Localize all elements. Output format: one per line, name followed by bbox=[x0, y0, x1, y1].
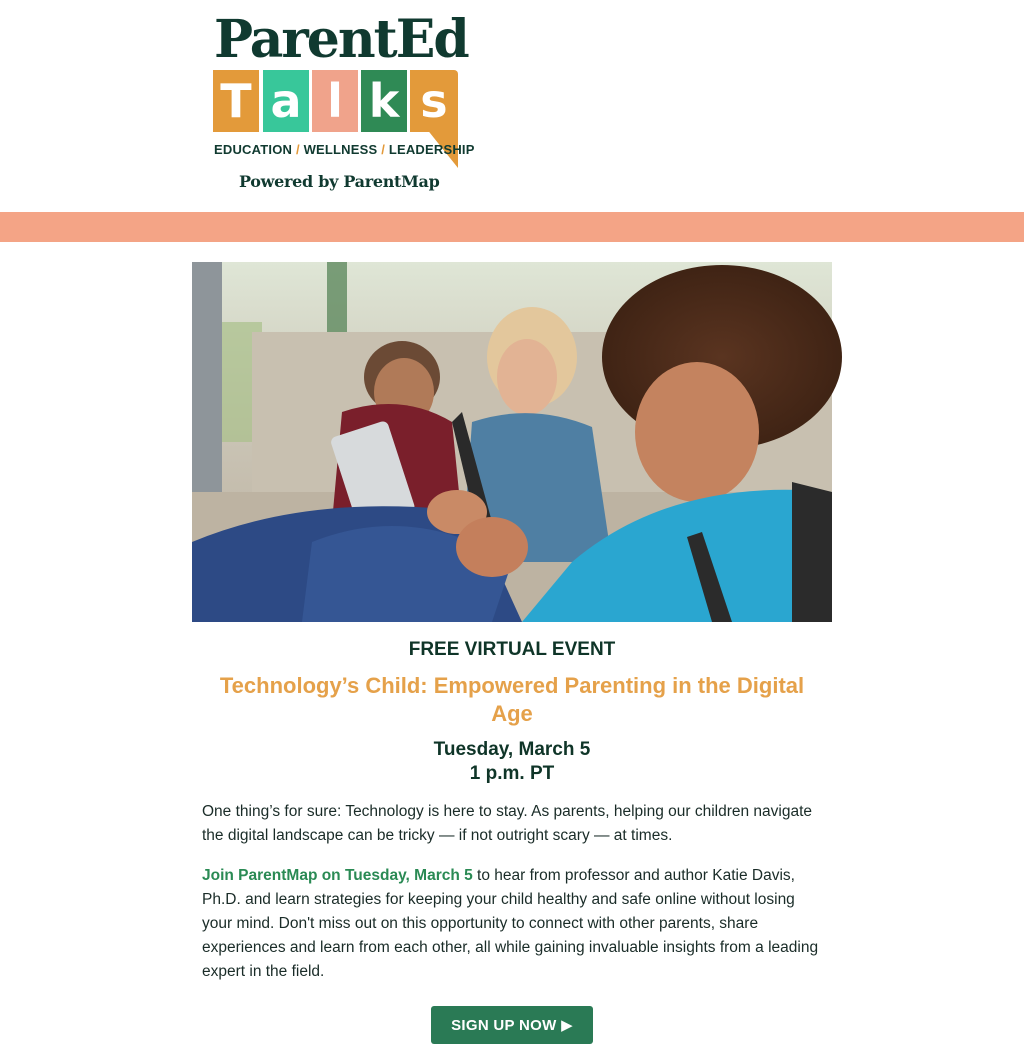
tagline-leadership: LEADERSHIP bbox=[388, 142, 475, 157]
tagline-education: EDUCATION bbox=[214, 142, 293, 157]
logo-tagline bbox=[214, 142, 475, 157]
sign-up-button[interactable]: SIGN UP NOW ▶ bbox=[431, 1006, 593, 1044]
join-link[interactable]: Join ParentMap on Tuesday, March 5 bbox=[202, 867, 473, 884]
header-band bbox=[0, 212, 1024, 242]
event-time: 1 p.m. PT bbox=[469, 763, 555, 784]
logo-tile-l: l bbox=[312, 70, 358, 132]
main-content bbox=[192, 622, 832, 1044]
event-title[interactable]: Technology’s Child: Empowered Parenting in the Digital Age bbox=[219, 673, 805, 726]
parented-talks-logo[interactable] bbox=[200, 8, 475, 204]
logo-tile-a: a bbox=[263, 70, 309, 132]
children-with-devices-photo-icon bbox=[192, 262, 832, 622]
hero-image[interactable] bbox=[192, 262, 832, 622]
tagline-separator: / bbox=[381, 142, 386, 157]
tagline-separator: / bbox=[295, 142, 300, 157]
details-text: to hear from professor and author Katie Davis, Ph.D. and learn strategies for keeping your child healthy and safe online without losing your mind. Don't miss out on this opportunity to connect with other parents, share experiences and learn from each other, all while gaining invaluable insights from a leading expert in the field. bbox=[202, 867, 819, 980]
tagline-wellness: WELLNESS bbox=[303, 142, 378, 157]
event-eyebrow: FREE VIRTUAL EVENT bbox=[408, 639, 616, 660]
cta-wrapper bbox=[192, 1006, 832, 1044]
logo-wordmark: ParentEd bbox=[214, 9, 468, 70]
details-paragraph bbox=[202, 864, 822, 984]
logo-tile-k: k bbox=[361, 70, 407, 132]
logo-tile-s: s bbox=[410, 70, 458, 132]
powered-by-text: Powered by ParentMap bbox=[239, 172, 440, 191]
logo-tile-t: T bbox=[213, 70, 259, 132]
event-date: Tuesday, March 5 bbox=[433, 739, 591, 760]
intro-paragraph: One thing’s for sure: Technology is here to stay. As parents, helping our children navigate the digital landscape can be tricky — if not outright scary — at times. bbox=[202, 803, 813, 844]
